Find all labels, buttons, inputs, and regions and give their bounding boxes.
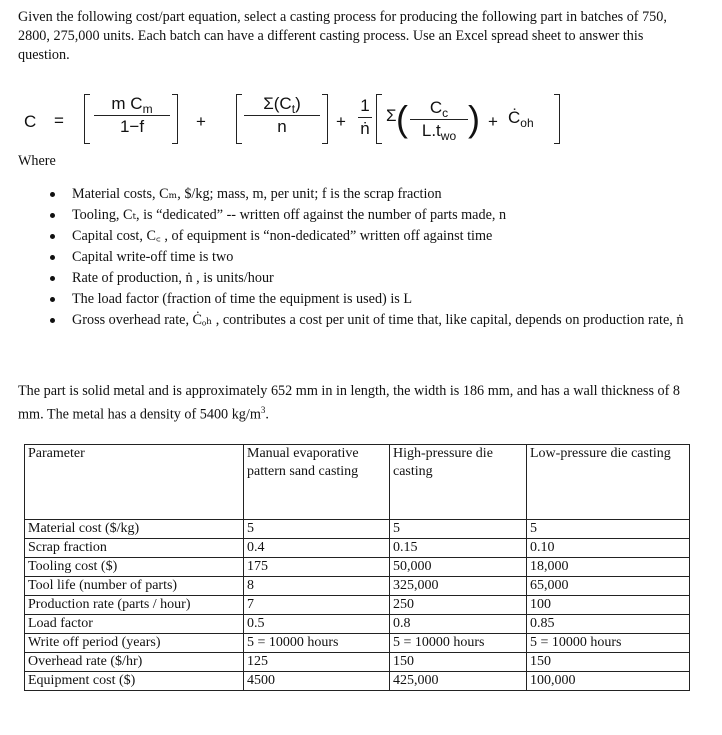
- term2-numerator-sub: t: [291, 102, 296, 116]
- table-cell: 0.15: [390, 539, 527, 558]
- table-cell: 65,000: [527, 577, 690, 596]
- overhead-c: Ċ: [508, 108, 521, 127]
- table-row: [25, 539, 690, 558]
- bracket-right-2: [322, 94, 328, 144]
- bullet-dot: [50, 318, 55, 323]
- bullet-dot: [50, 234, 55, 239]
- bullet-dot: [50, 255, 55, 260]
- table-cell: 175: [244, 558, 390, 577]
- table-row: [25, 577, 690, 596]
- table-cell: 0.4: [244, 539, 390, 558]
- term2-numerator: Σ(C: [263, 94, 292, 113]
- table-row: [25, 672, 690, 691]
- table-cell: 7: [244, 596, 390, 615]
- table-cell: 425,000: [390, 672, 527, 691]
- table-cell: Scrap fraction: [25, 539, 244, 558]
- term1-denominator: 1−f: [119, 117, 145, 136]
- intro-paragraph: Given the following cost/part equation, select a casting process for producing the following part in batches of 750, 2800, 275,000 units. Each batch can have a different casting process. Use an Excel spread sheet to answer this question.: [18, 9, 667, 63]
- where-label: Where: [18, 153, 56, 169]
- table-cell: Equipment cost ($): [25, 672, 244, 691]
- list-item: Gross overhead rate, Ċₒₕ , contributes a cost per unit of time that, like capital, depends on production rate, ṅ: [48, 310, 698, 331]
- cost-equation: [18, 92, 618, 152]
- paren-right: ): [468, 98, 480, 139]
- bullet-dot: [50, 276, 55, 281]
- term3-denominator-sub: wo: [440, 129, 457, 143]
- term3-fraction: [410, 98, 468, 141]
- list-item: Tooling, Cₜ, is “dedicated” -- written off against the number of parts made, n: [48, 205, 698, 226]
- table-row: [25, 615, 690, 634]
- table-cell: 50,000: [390, 558, 527, 577]
- table-row: [25, 596, 690, 615]
- table-row: [25, 520, 690, 539]
- bracket-right-1: [172, 94, 178, 144]
- table-header-cell: High-pressure die casting: [390, 445, 527, 520]
- equation-lhs: C: [24, 112, 37, 131]
- term2-denominator: n: [277, 117, 287, 136]
- term1-numerator: m C: [111, 94, 143, 113]
- table-row: [25, 634, 690, 653]
- term3-prefactor: [358, 96, 372, 139]
- table-cell: 5 = 10000 hours: [390, 634, 527, 653]
- table-cell: 18,000: [527, 558, 690, 577]
- term3-denominator: L.t: [421, 121, 441, 140]
- table-cell: Tool life (number of parts): [25, 577, 244, 596]
- term1-numerator-sub: m: [142, 102, 153, 116]
- table-cell: 250: [390, 596, 527, 615]
- part-description: The part is solid metal and is approximately 652 mm in in length, the width is 186 mm, and has a wall thickness of 8 mm. The metal has a density of 5400 $kg/m^3$.: [18, 383, 680, 423]
- table-cell: Load factor: [25, 615, 244, 634]
- table-cell: 5: [527, 520, 690, 539]
- table-row: [25, 558, 690, 577]
- table-cell: 0.85: [527, 615, 690, 634]
- plus-sign-1: +: [196, 112, 206, 131]
- table-header-cell: Manual evaporative pattern sand casting: [244, 445, 390, 520]
- table-cell: Overhead rate ($/hr): [25, 653, 244, 672]
- overhead-sub: oh: [520, 116, 534, 130]
- table-cell: Material cost ($/kg): [25, 520, 244, 539]
- list-item: The load factor (fraction of time the equipment is used) is L: [48, 289, 698, 310]
- table-cell: 8: [244, 577, 390, 596]
- plus-sign-3: +: [488, 112, 498, 131]
- bullet-dot: [50, 213, 55, 218]
- overhead-symbol: [508, 108, 534, 128]
- bracket-left-1: [84, 94, 90, 144]
- table-cell: 0.10: [527, 539, 690, 558]
- table-header-cell: Parameter: [25, 445, 244, 520]
- table-cell: 100,000: [527, 672, 690, 691]
- term3-one: 1: [358, 96, 372, 118]
- table-row: [25, 653, 690, 672]
- table-cell: 125: [244, 653, 390, 672]
- bullet-dot: [50, 297, 55, 302]
- table-header-cell: Low-pressure die casting: [527, 445, 690, 520]
- table-cell: Write off period (years): [25, 634, 244, 653]
- term3-numerator-sub: c: [442, 106, 449, 120]
- sigma-symbol: Σ: [386, 106, 397, 125]
- table-cell: 150: [527, 653, 690, 672]
- table-cell: Production rate (parts / hour): [25, 596, 244, 615]
- term1-fraction: [94, 94, 170, 137]
- term3-ndot: ṅ: [360, 119, 370, 138]
- table-cell: 100: [527, 596, 690, 615]
- table-cell: 5 = 10000 hours: [244, 634, 390, 653]
- table-cell: 5: [244, 520, 390, 539]
- document-page: [18, 8, 708, 688]
- bullet-dot: [50, 192, 55, 197]
- list-item: Rate of production, ṅ , is units/hour: [48, 268, 698, 289]
- parameter-table: [24, 444, 690, 691]
- equals-sign: =: [54, 111, 64, 130]
- table-cell: 4500: [244, 672, 390, 691]
- table-cell: 5 = 10000 hours: [527, 634, 690, 653]
- table-cell: 325,000: [390, 577, 527, 596]
- table-cell: Tooling cost ($): [25, 558, 244, 577]
- definitions-list: [48, 184, 698, 331]
- term3-numerator: C: [429, 98, 443, 117]
- table-cell: 0.8: [390, 615, 527, 634]
- table-cell: 150: [390, 653, 527, 672]
- bracket-left-3: [376, 94, 382, 144]
- table-cell: 5: [390, 520, 527, 539]
- list-item: Capital cost, C꜀ , of equipment is “non-dedicated” written off against time: [48, 226, 698, 247]
- list-item: Capital write-off time is twο: [48, 247, 698, 268]
- bracket-left-2: [236, 94, 242, 144]
- list-item: Material costs, Cₘ, $/kg; mass, m, per unit; f is the scrap fraction: [48, 184, 698, 205]
- bracket-right-3: [554, 94, 560, 144]
- term2-numerator-end: ): [295, 94, 301, 113]
- term2-fraction: [244, 94, 320, 137]
- plus-sign-2: +: [336, 112, 346, 131]
- paren-left: (: [396, 98, 408, 139]
- table-cell: 0.5: [244, 615, 390, 634]
- table-header-row: [25, 445, 690, 520]
